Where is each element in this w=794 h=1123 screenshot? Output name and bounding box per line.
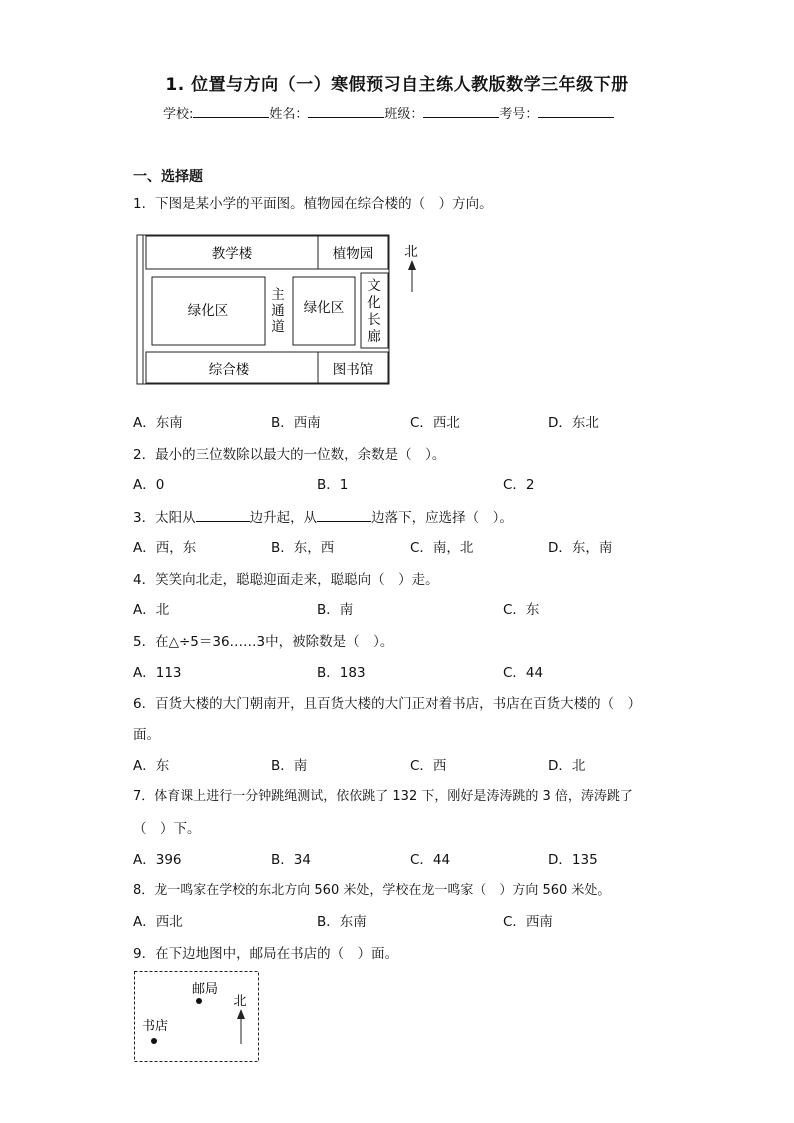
- corridor-char-2: 化: [367, 295, 381, 311]
- road-char-2: 通: [271, 303, 285, 319]
- question-8-stem: 8．龙一鸣家在学校的东北方向 560 米处，学校在龙一鸣家（ ）方向 560 米处。: [133, 883, 611, 898]
- q4-option-a[interactable]: A．北: [133, 602, 170, 618]
- q3-stem-part-c: 边落下，应选择（ ）。: [371, 510, 513, 526]
- q4-option-b[interactable]: B．南: [317, 602, 354, 618]
- corridor-char-1: 文: [367, 278, 381, 294]
- q3-option-d[interactable]: D．东，南: [548, 540, 613, 556]
- q3-option-c[interactable]: C．南，北: [410, 540, 474, 556]
- question-7-stem-continued: （ ）下。: [133, 821, 201, 837]
- road-char-3: 道: [271, 319, 285, 335]
- school-blank[interactable]: [193, 105, 269, 118]
- q8-option-a[interactable]: A．西北: [133, 914, 183, 930]
- class-blank[interactable]: [423, 105, 499, 118]
- q7-option-c[interactable]: C．44: [410, 852, 451, 868]
- question-7-stem: 7．体育课上进行一分钟跳绳测试，依依跳了 132 下，刚好是涛涛跳的 3 倍，涛涛跳了: [133, 789, 633, 804]
- complex-building-label: 综合楼: [208, 362, 250, 378]
- number-blank[interactable]: [538, 105, 614, 118]
- question-6-stem-continued: 面。: [133, 727, 160, 743]
- name-label: 姓名：: [269, 107, 309, 122]
- garden-label: 植物园: [332, 246, 374, 262]
- north-arrow-icon: [408, 260, 416, 292]
- student-info-line: [163, 103, 614, 122]
- q8-option-b[interactable]: B．东南: [317, 914, 367, 930]
- q1-option-d[interactable]: D．东北: [548, 415, 599, 431]
- section-heading: 一、选择题: [133, 169, 203, 185]
- north-arrow-icon: [237, 1009, 245, 1044]
- question-6-stem: 6．百货大楼的大门朝南开，且百货大楼的大门正对着书店，书店在百货大楼的（ ）: [133, 696, 642, 712]
- q2-option-b[interactable]: B．1: [317, 477, 349, 493]
- q5-option-c[interactable]: C．44: [503, 665, 544, 681]
- q4-option-c[interactable]: C．东: [503, 602, 540, 618]
- green-left-label: 绿化区: [187, 303, 229, 319]
- q6-option-d[interactable]: D．北: [548, 758, 586, 774]
- town-map: [133, 970, 263, 1065]
- q1-option-b[interactable]: B．西南: [271, 415, 321, 431]
- q6-option-a[interactable]: A．东: [133, 758, 170, 774]
- corridor-char-4: 廊: [367, 329, 381, 345]
- name-blank[interactable]: [308, 105, 384, 118]
- question-3-stem: [133, 506, 513, 526]
- bookstore-dot: [151, 1038, 157, 1044]
- q3-blank-2[interactable]: [317, 509, 371, 522]
- q6-option-c[interactable]: C．西: [410, 758, 447, 774]
- q3-stem-part-a: 3．太阳从: [133, 510, 196, 526]
- q3-blank-1[interactable]: [196, 509, 250, 522]
- question-2-stem: 2．最小的三位数除以最大的一位数，余数是（ ）。: [133, 447, 446, 463]
- q2-option-c[interactable]: C．2: [503, 477, 535, 493]
- q3-stem-part-b: 边升起，从: [249, 510, 318, 526]
- question-1-stem: 1．下图是某小学的平面图。植物园在综合楼的（ ）方向。: [133, 196, 493, 212]
- number-label: 考号：: [499, 107, 539, 122]
- q3-option-b[interactable]: B．东，西: [271, 540, 335, 556]
- road-char-1: 主: [271, 287, 285, 303]
- bookstore-label: 书店: [141, 1019, 169, 1034]
- q1-option-c[interactable]: C．西北: [410, 415, 460, 431]
- teaching-building-label: 教学楼: [211, 246, 253, 262]
- corridor-char-3: 长: [367, 312, 381, 328]
- north-label: 北: [233, 994, 247, 1009]
- q5-option-a[interactable]: A．113: [133, 665, 182, 681]
- question-5-stem: 5．在△÷5＝36……3中，被除数是（ ）。: [133, 634, 394, 650]
- question-4-stem: 4．笑笑向北走，聪聪迎面走来，聪聪向（ ）走。: [133, 572, 439, 588]
- q8-option-c[interactable]: C．西南: [503, 914, 553, 930]
- q6-option-b[interactable]: B．南: [271, 758, 308, 774]
- school-plan-map: [134, 232, 434, 388]
- question-9-stem: 9．在下边地图中，邮局在书店的（ ）面。: [133, 946, 399, 962]
- q5-option-b[interactable]: B．183: [317, 665, 366, 681]
- q7-option-a[interactable]: A．396: [133, 852, 182, 868]
- q3-option-a[interactable]: A．西，东: [133, 540, 197, 556]
- post-office-label: 邮局: [191, 982, 219, 997]
- q1-option-a[interactable]: A．东南: [133, 415, 183, 431]
- school-label: 学校:: [163, 107, 194, 122]
- green-right-label: 绿化区: [303, 300, 345, 316]
- q7-option-d[interactable]: D．135: [548, 852, 598, 868]
- q7-option-b[interactable]: B．34: [271, 852, 311, 868]
- library-label: 图书馆: [332, 362, 374, 378]
- page-title: 1. 位置与方向（一）寒假预习自主练人教版数学三年级下册: [165, 75, 629, 95]
- q2-option-a[interactable]: A．0: [133, 477, 165, 493]
- post-office-dot: [196, 998, 202, 1004]
- north-label: 北: [404, 244, 418, 260]
- class-label: 班级：: [384, 107, 424, 122]
